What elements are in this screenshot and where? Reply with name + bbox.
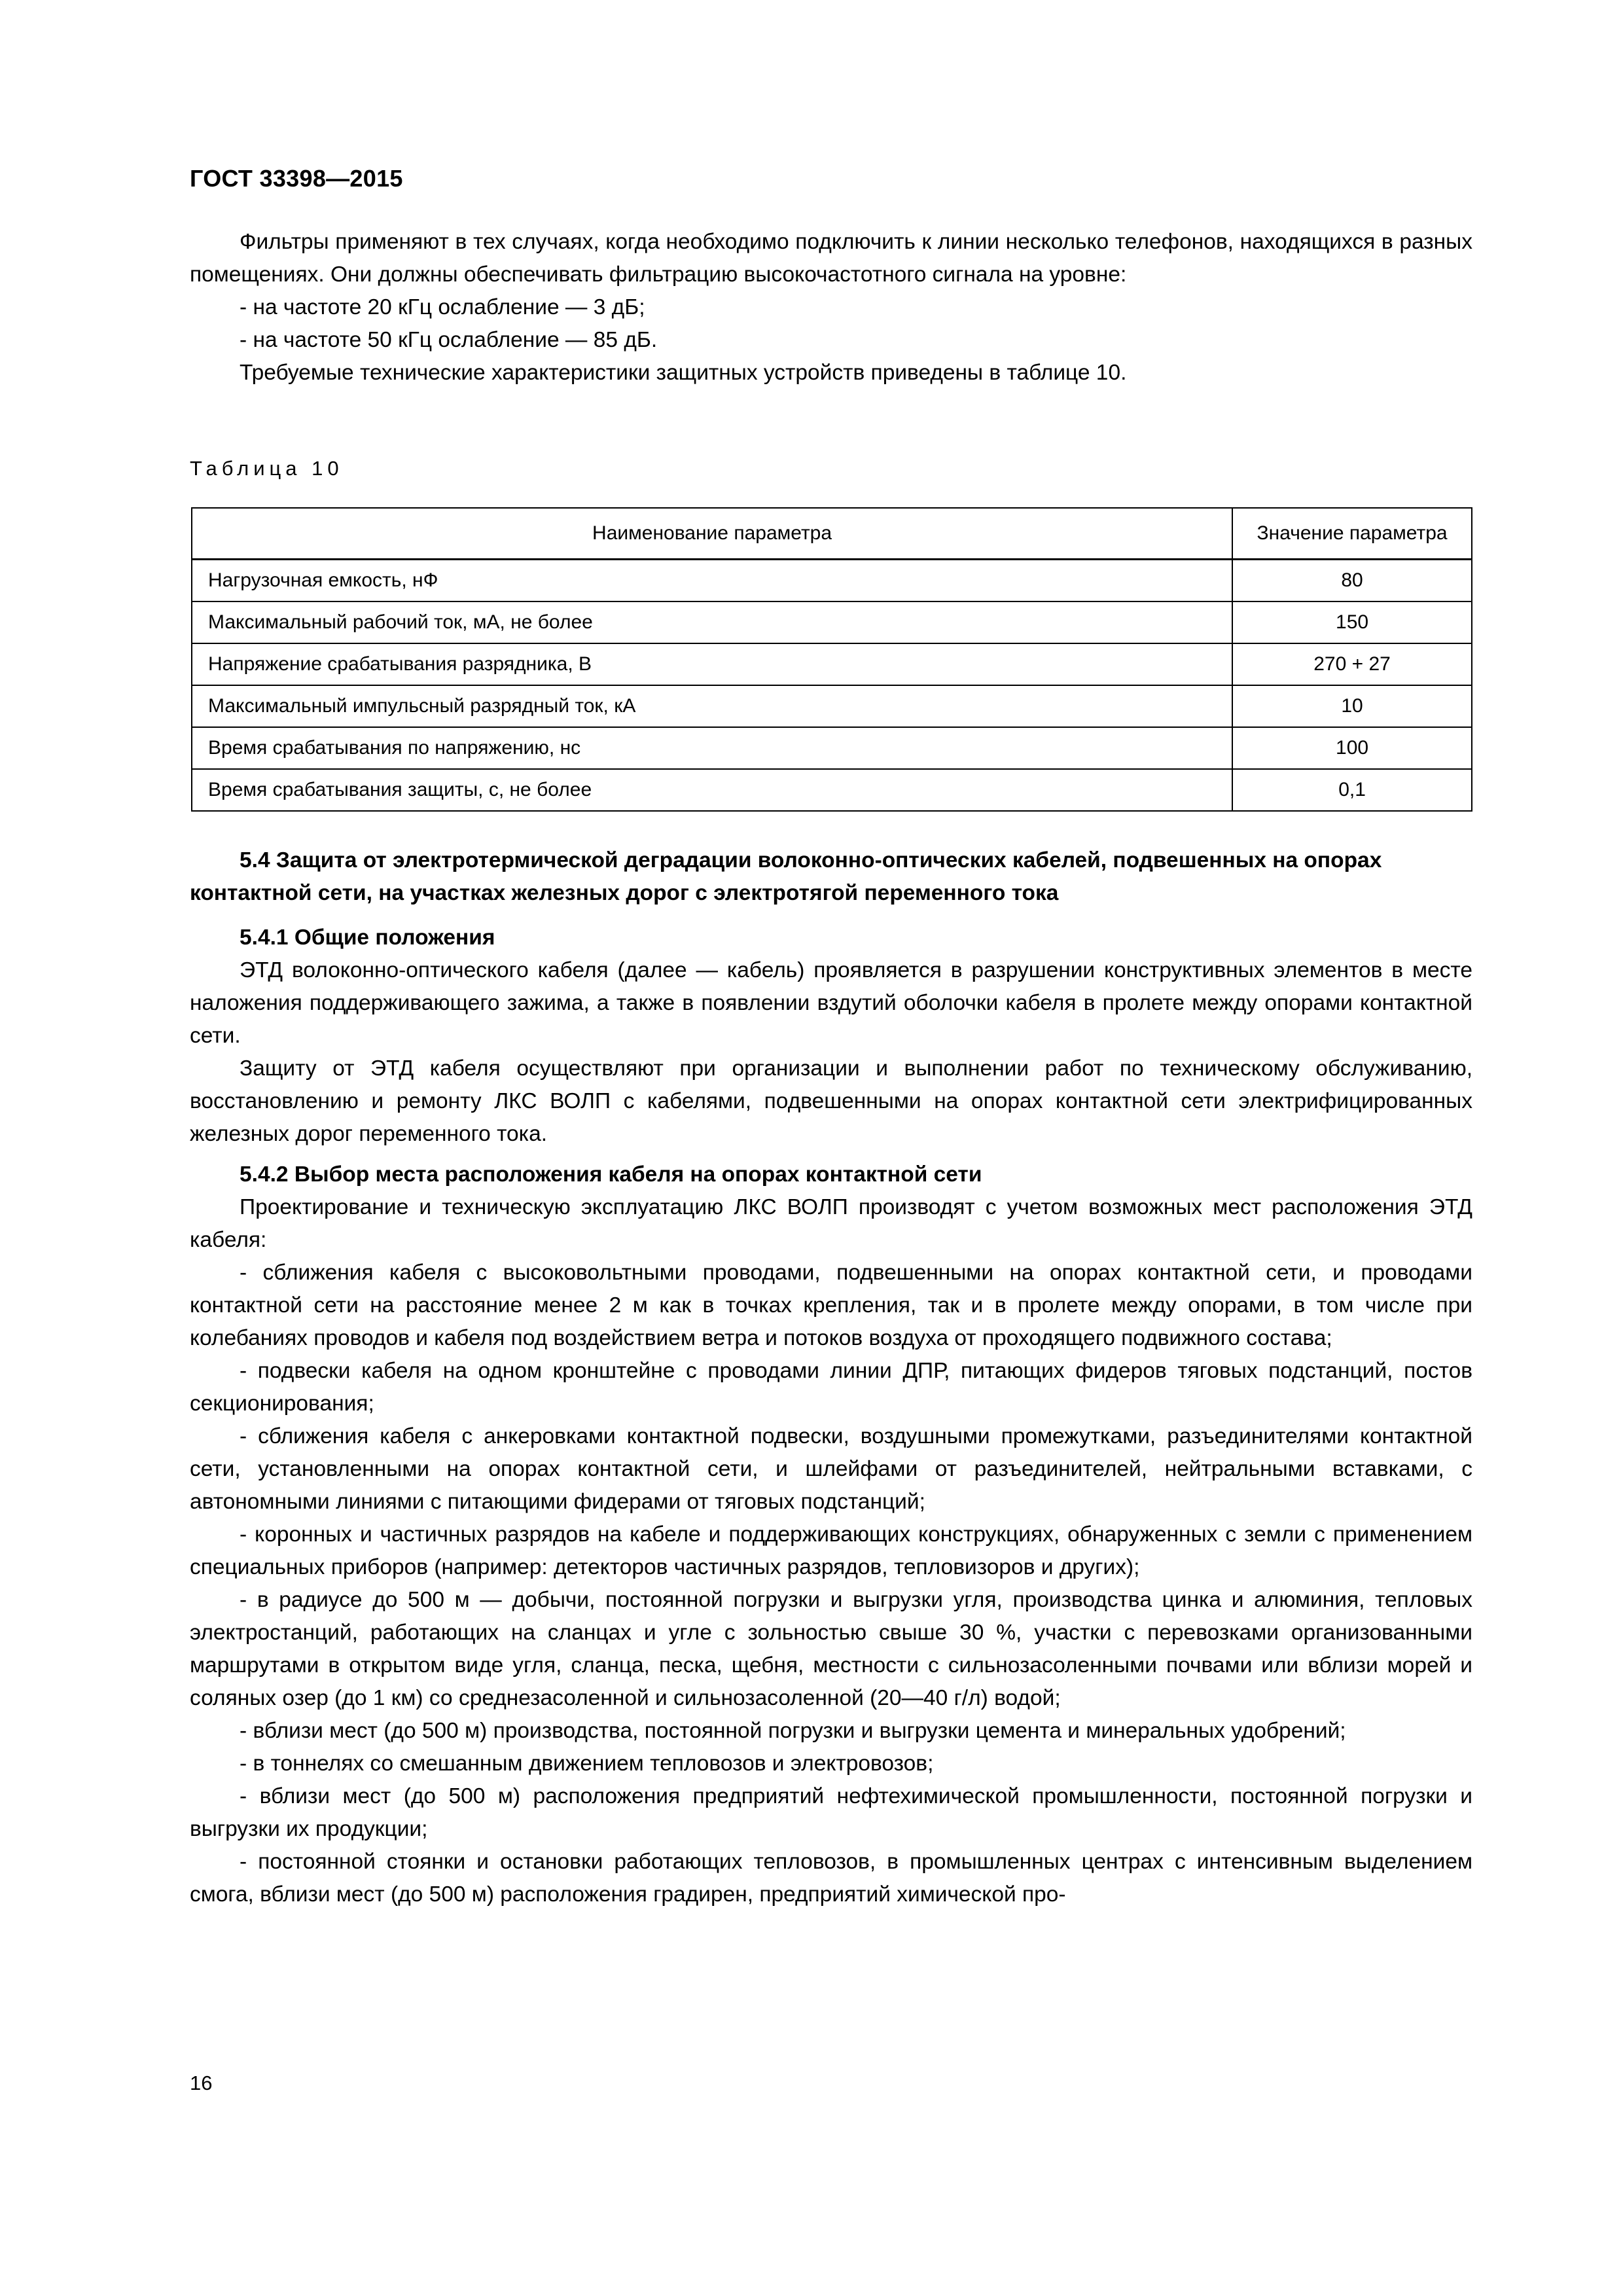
section-5-4-1-paragraph-2: Защиту от ЭТД кабеля осуществляют при организации и выполнении работ по техническому обслуживанию, восстановлению и ремонту ЛКС ВОЛП с кабелями, подвешенными на опорах контактной сети электрифицированных железных дорог переменного тока. (190, 1056, 1472, 1146)
page-number: 16 (190, 2072, 213, 2094)
table-cell-value: 80 (1232, 560, 1472, 602)
document-header: ГОСТ 33398—2015 (190, 165, 403, 192)
section-5-4-2-bullet-3: - сближения кабеля с анкеровками контактной подвески, воздушными промежутками, разъединителями контактной сети, установленными на опорах контактной сети, и шлейфами от разъединителей, нейтральными вставками, с автономными линиями с питающими фидерами от тяговых подстанций; (190, 1424, 1472, 1514)
table-cell-name: Максимальный рабочий ток, мА, не более (192, 601, 1232, 643)
table-row (192, 560, 1472, 602)
section-5-4-2-bullet-7: - в тоннелях со смешанным движением тепловозов и электровозов; (240, 1751, 934, 1776)
section-5-4-2-bullet-4: - коронных и частичных разрядов на кабеле и поддерживающих конструкциях, обнаруженных с земли с применением специальных приборов (например: детекторов частичных разрядов, тепловизоров и других); (190, 1522, 1472, 1579)
parameters-table (191, 507, 1472, 812)
section-5-4-2-bullet-9: - постоянной стоянки и остановки работающих тепловозов, в промышленных центрах с интенсивным выделением смога, вблизи мест (до 500 м) расположения градирен, предприятий химической про- (190, 1850, 1472, 1907)
table-body (192, 560, 1472, 812)
table-row (192, 685, 1472, 727)
section-5-4-2-bullet-5: - в радиусе до 500 м — добычи, постоянной погрузки и выгрузки угля, производства цинка и алюминия, тепловых электростанций, работающих на сланцах и угле с зольностью свыше 30 %, участки с перевозками организованными маршрутами в открытом виде угля, сланца, песка, щебня, местности с сильнозасоленными почвами или вблизи морей и соляных озер (до 1 км) со среднезасоленной и сильнозасоленной (20—40 г/л) водой; (190, 1588, 1472, 1710)
table-cell-value: 150 (1232, 601, 1472, 643)
table-cell-name: Время срабатывания защиты, с, не более (192, 769, 1232, 811)
section-5-4-2-bullet-6: - вблизи мест (до 500 м) производства, постоянной погрузки и выгрузки цемента и минеральных удобрений; (240, 1719, 1346, 1743)
table-cell-value: 10 (1232, 685, 1472, 727)
section-5-4-2-bullet-8: - вблизи мест (до 500 м) расположения предприятий нефтехимической промышленности, постоянной погрузки и выгрузки их продукции; (190, 1784, 1472, 1841)
table-caption: Таблица 10 (190, 457, 344, 480)
section-5-4-heading: 5.4 Защита от электротермической деградации волоконно-оптических кабелей, подвешенных на опорах контактной сети, на участках железных дорог с электротягой переменного тока (190, 848, 1382, 905)
table-cell-name: Максимальный импульсный разрядный ток, кА (192, 685, 1232, 727)
section-5-4 (190, 844, 1472, 1911)
table-cell-value: 270 + 27 (1232, 643, 1472, 685)
intro-bullet-2: - на частоте 50 кГц ослабление — 85 дБ. (240, 328, 658, 352)
intro-closing: Требуемые технические характеристики защитных устройств приведены в таблице 10. (240, 361, 1127, 385)
section-5-4-1-heading: 5.4.1 Общие положения (240, 925, 495, 950)
table-column-header-name: Наименование параметра (192, 508, 1232, 560)
section-5-4-2-heading: 5.4.2 Выбор места расположения кабеля на опорах контактной сети (240, 1162, 982, 1187)
section-5-4-2-paragraph-1: Проектирование и техническую эксплуатацию ЛКС ВОЛП производят с учетом возможных мест расположения ЭТД кабеля: (190, 1195, 1472, 1252)
section-5-4-2-bullet-1: - сближения кабеля с высоковольтными проводами, подвешенными на опорах контактной сети, и проводами контактной сети на расстояние менее 2 м как в точках крепления, так и в пролете между опорами, в том числе при колебаниях проводов и кабеля под воздействием ветра и потоков воздуха от проходящего подвижного состава; (190, 1261, 1472, 1350)
table-row (192, 643, 1472, 685)
table-cell-name: Время срабатывания по напряжению, нс (192, 727, 1232, 769)
intro-bullet-1: - на частоте 20 кГц ослабление — 3 дБ; (240, 295, 645, 319)
intro-paragraph: Фильтры применяют в тех случаях, когда необходимо подключить к линии несколько телефонов, находящихся в разных помещениях. Они должны обеспечивать фильтрацию высокочастотного сигнала на уровне: (190, 230, 1472, 287)
table-row (192, 727, 1472, 769)
table-cell-name: Напряжение срабатывания разрядника, В (192, 643, 1232, 685)
section-5-4-2-bullet-2: - подвески кабеля на одном кронштейне с проводами линии ДПР, питающих фидеров тяговых подстанций, постов секционирования; (190, 1359, 1472, 1416)
table-row (192, 769, 1472, 811)
table-cell-name: Нагрузочная емкость, нФ (192, 560, 1232, 602)
table-cell-value: 0,1 (1232, 769, 1472, 811)
table-column-header-value: Значение параметра (1232, 508, 1472, 560)
intro-section (190, 226, 1472, 389)
table-header-row (192, 508, 1472, 560)
table-head (192, 508, 1472, 560)
section-5-4-1-paragraph-1: ЭТД волоконно-оптического кабеля (далее — кабель) проявляется в разрушении конструктивных элементов в месте наложения поддерживающего зажима, а также в появлении вздутий оболочки кабеля в пролете между опорами контактной сети. (190, 958, 1472, 1048)
table-row (192, 601, 1472, 643)
table-cell-value: 100 (1232, 727, 1472, 769)
